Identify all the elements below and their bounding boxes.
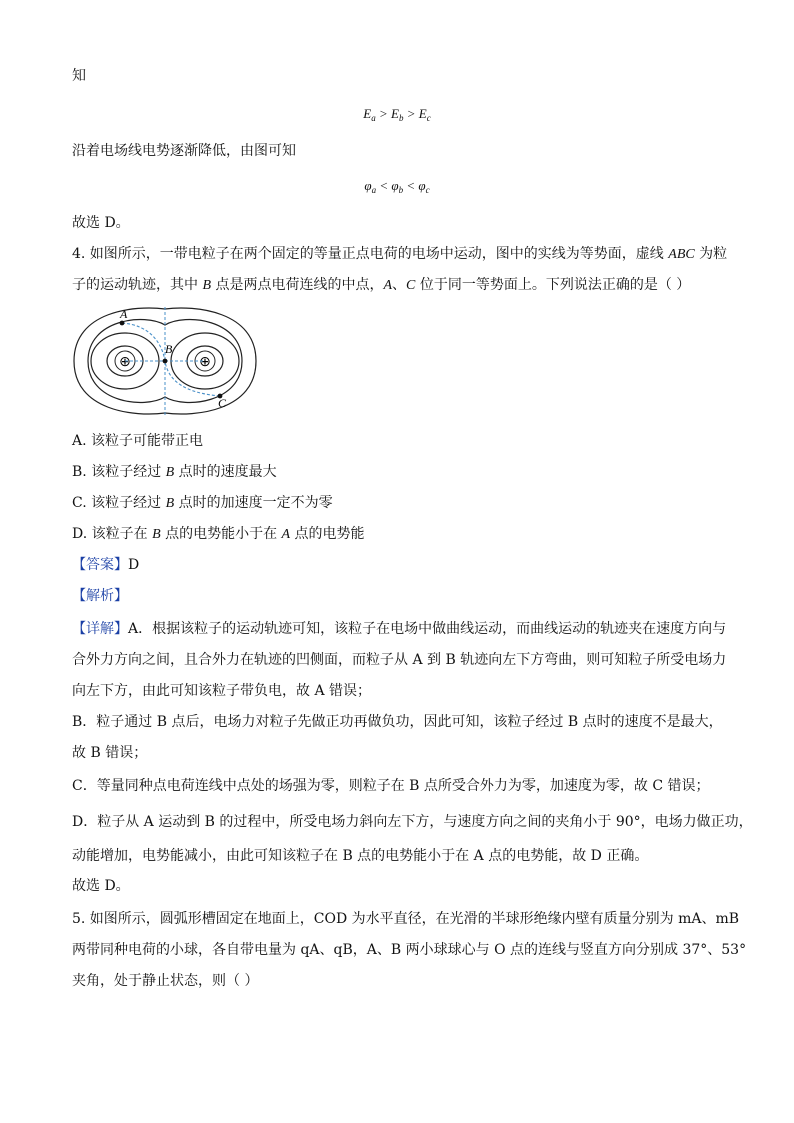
- q4-answer: 【答案】D: [72, 557, 140, 573]
- q4-detail-line6: C．等量同种点电荷连线中点处的场强为零，则粒子在 B 点所受合外力为零，加速度为零，故 C 错误；: [72, 778, 710, 794]
- q4-detail-line1: 【详解】A．根据该粒子的运动轨迹可知，该粒子在电场中做曲线运动，而曲线运动的轨迹夹在速度方向与: [72, 621, 727, 637]
- q4-detail-line7: D．粒子从 A 运动到 B 的过程中，所受电场力斜向左下方，与速度方向之间的夹角小于 90°，电场力做正功，: [72, 814, 753, 830]
- detail-tag: 【详解】: [72, 621, 128, 637]
- formula-potential: $\varphi_a < \varphi_b < \varphi_c$: [364, 178, 430, 195]
- charge-right-icon: ⊕: [199, 355, 211, 370]
- q4-option-a: A. 该粒子可能带正电: [72, 433, 204, 449]
- text-zhi: 知: [72, 68, 86, 84]
- q5-stem-line1: 5. 如图所示，圆弧形槽固定在地面上，COD 为水平直径，在光滑的半球形绝缘内壁有质量分别为 mA、mB: [72, 911, 740, 927]
- q4-detail-line5: 故 B 错误；: [72, 745, 148, 761]
- label-c: C: [218, 396, 227, 410]
- label-b: B: [165, 342, 173, 356]
- q4-option-b: B. 该粒子经过 B 点时的速度最大: [72, 464, 277, 480]
- point-a: [120, 321, 125, 326]
- q4-analysis-tag: 【解析】: [72, 588, 128, 604]
- q4-option-c: C. 该粒子经过 B 点时的加速度一定不为零: [72, 495, 333, 511]
- point-b: [163, 359, 168, 364]
- equipotential-figure: [70, 303, 260, 419]
- text-choose-d: 故选 D。: [72, 215, 130, 231]
- q4-detail-line8: 动能增加，电势能减小，由此可知该粒子在 B 点的电势能小于在 A 点的电势能，故 D 正确。: [72, 848, 649, 864]
- q4-detail-line3: 向左下方，由此可知该粒子带负电，故 A 错误；: [72, 683, 372, 699]
- answer-tag: 【答案】: [72, 557, 128, 573]
- formula-field-strength: $E_a > E_b > E_c$: [363, 106, 431, 123]
- q5-stem-line3: 夹角，处于静止状态，则（ ）: [72, 973, 259, 989]
- q4-detail-line2: 合外力方向之间，且合外力在轨迹的凹侧面，而粒子从 A 到 B 轨迹向左下方弯曲，则可知粒子所受电场力: [72, 652, 727, 668]
- q4-stem-line2: 子的运动轨迹，其中 B 点是两点电荷连线的中点，A、C 位于同一等势面上。下列说法正确的是（ ）: [72, 277, 691, 293]
- q4-option-d: D. 该粒子在 B 点的电势能小于在 A 点的电势能: [72, 526, 365, 542]
- label-a: A: [120, 307, 128, 321]
- q4-stem-line1: 4. 如图所示，一带电粒子在两个固定的等量正点电荷的电场中运动，图中的实线为等势面，虚线 ABC 为粒: [72, 246, 728, 262]
- charge-left-icon: ⊕: [119, 355, 131, 370]
- text-potential: 沿着电场线电势逐渐降低，由图可知: [72, 143, 296, 159]
- q5-stem-line2: 两带同种电荷的小球，各自带电量为 qA、qB，A、B 两小球球心与 O 点的连线与竖直方向分别成 37°、53°: [72, 942, 747, 958]
- q4-detail-line4: B．粒子通过 B 点后，电场力对粒子先做正功再做负功，因此可知，该粒子经过 B 点时的速度不是最大，: [72, 714, 723, 730]
- q4-detail-line9: 故选 D。: [72, 878, 130, 894]
